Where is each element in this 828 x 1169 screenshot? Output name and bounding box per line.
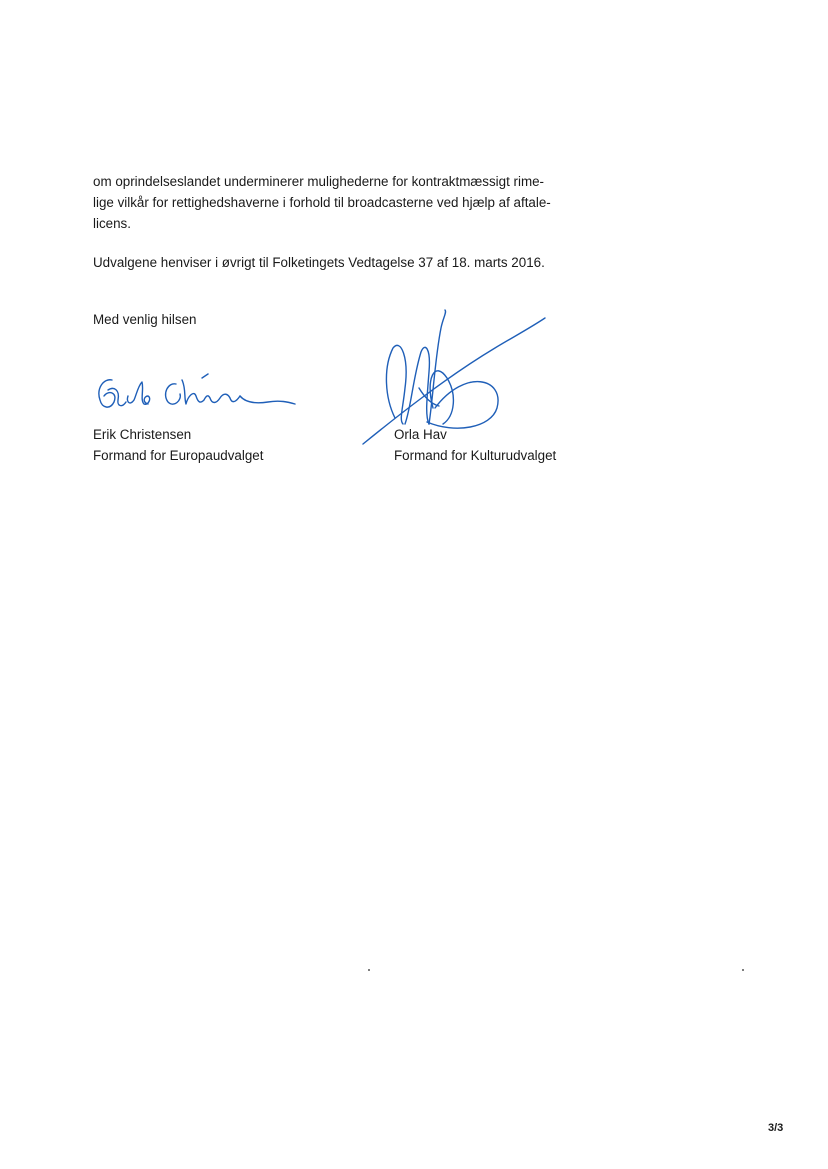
signatory-name: Erik Christensen — [93, 427, 192, 442]
page-number: 3/3 — [768, 1122, 784, 1134]
signatory-name: Orla Hav — [394, 427, 447, 442]
signatory-1 — [93, 424, 263, 466]
scan-speck — [742, 969, 744, 971]
signatory-title: Formand for Europaudvalget — [93, 448, 264, 463]
closing-salutation: Med venlig hilsen — [93, 312, 197, 327]
signature-erik-christensen — [90, 360, 300, 420]
scan-speck — [368, 969, 370, 971]
signatory-2 — [394, 424, 556, 466]
body-paragraph-2: Udvalgene henviser i øvrigt til Folketingets Vedtagelse 37 af 18. marts 2016. — [93, 255, 545, 270]
body-paragraph-1: om oprindelseslandet underminerer mulighederne for kontraktmæssigt rime- lige vilkår for rettighedshaverne i forhold til broadcasterne ved hjælp af aftale- licens. — [93, 174, 551, 231]
signatory-title: Formand for Kulturudvalget — [394, 448, 557, 463]
